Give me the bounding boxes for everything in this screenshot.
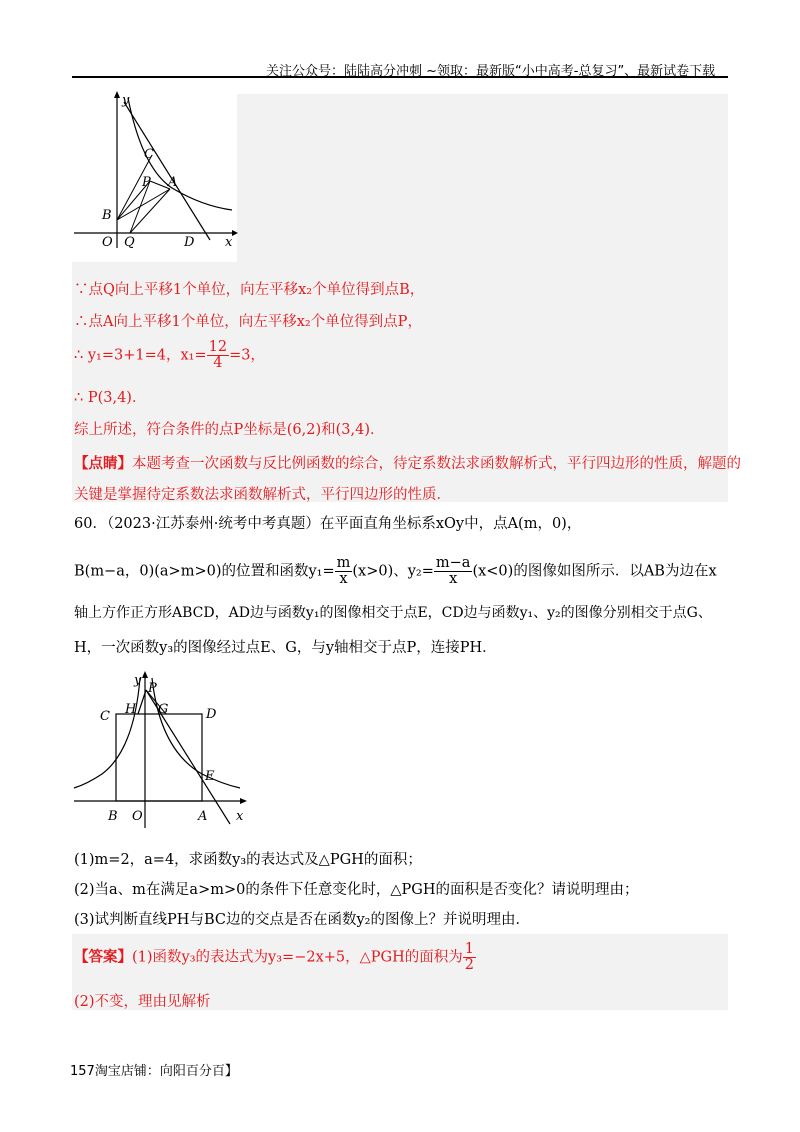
comment-line-2: 关键是掌握待定系数法求函数解析式，平行四边形的性质．: [74, 487, 451, 503]
comment-line-1: 【点睛】本题考查一次函数与反比例函数的综合，待定系数法求函数解析式，平行四边形的性质，解题的: [74, 455, 741, 472]
comment-tag: 【点睛】: [74, 455, 132, 472]
solution-line-3-b: =3，: [229, 347, 265, 364]
problem-line-4: H，一次函数y₃的图像经过点E、G，与y轴相交于点P，连接PH．: [74, 640, 497, 656]
fraction-1-2: $\frac{1}{2}$: [464, 941, 474, 974]
problem-line-2: B(m−a，0)(a>m>0)的位置和函数y₁= $\frac{m}{x}$ (x>0)、y₂= $\frac{m-a}{x}$ (x<0)的图像如图所示．以AB为边在x: [74, 555, 717, 588]
fig1-label-c: C: [144, 147, 154, 162]
solution-line-3: [74, 340, 265, 371]
header-divider: [72, 76, 728, 78]
solution-line-1: ∵点Q向上平移1个单位，向左平移x₂个单位得到点B，: [74, 282, 425, 298]
fig2-label-y: y: [134, 673, 142, 688]
problem-line-3: 轴上方作正方形ABCD，AD边与函数y₁的图像相交于点E，CD边与函数y₁、y₂的图像分别相交于点G、: [74, 605, 712, 621]
problem-line-1: 60．（2023·江苏泰州·统考中考真题）在平面直角坐标系xOy中，点A(m，0)，: [74, 516, 582, 532]
fig2-label-o: O: [132, 809, 143, 824]
fig1-label-p: P: [142, 175, 151, 190]
fraction-m-x: $\frac{m}{x}$: [336, 555, 351, 588]
question-2: (2)当a、m在满足a>m>0的条件下任意变化时，△PGH的面积是否变化？请说明理由；: [74, 882, 639, 898]
fraction-12-4: $\frac{12}{4}$: [208, 339, 228, 372]
answer-line-2: (2)不变，理由见解析: [74, 994, 211, 1010]
figure-1: [72, 88, 240, 253]
fig2-label-e: E: [205, 769, 215, 784]
fig2-label-a: A: [198, 809, 208, 824]
fig2-label-x: x: [236, 809, 244, 824]
fraction-ma-x: $\frac{m-a}{x}$: [435, 555, 471, 588]
fig2-square: [116, 714, 202, 801]
fig1-label-b: B: [102, 208, 112, 223]
fig1-label-y: y: [122, 93, 130, 108]
solution-box: [237, 94, 728, 262]
answer-tag: 【答案】: [74, 948, 132, 966]
fig1-label-a: A: [168, 175, 178, 190]
fig2-label-b: B: [108, 809, 118, 824]
solution-line-3-a: ∴ y₁=3+1=4，x₁=: [74, 347, 207, 364]
fig1-label-q: Q: [124, 235, 135, 250]
fig2-label-c: C: [100, 709, 110, 724]
fig1-label-d: D: [184, 235, 195, 250]
fig2-label-g: G: [158, 702, 169, 717]
page-header: 关注公众号：陆陆高分冲刺 ~领取：最新版“小中高考-总复习”、最新试卷下载: [266, 64, 716, 79]
figure-2: [72, 670, 252, 830]
fig1-label-o: O: [102, 235, 113, 250]
solution-line-5: 综上所述，符合条件的点P坐标是(6,2)和(3,4)．: [74, 422, 385, 438]
fig2-hyperbola-y1: [152, 678, 240, 788]
fig1-label-x: x: [225, 235, 233, 250]
solution-line-2: ∴点A向上平移1个单位，向左平移x₂个单位得到点P，: [74, 314, 422, 330]
fig1-line-cd: [124, 102, 210, 240]
fig2-label-p: P: [148, 681, 157, 696]
fig2-label-h: H: [125, 702, 137, 717]
page-footer: 157淘宝店铺：向阳百分百】: [70, 1064, 238, 1079]
fig2-hyperbola-y2: [74, 678, 140, 788]
question-3: (3)试判断直线PH与BC边的交点是否在函数y₂的图像上？并说明理由．: [74, 912, 530, 928]
solution-line-4: ∴ P(3,4)．: [74, 390, 147, 406]
fig2-label-d: D: [206, 707, 217, 722]
question-1: (1)m=2，a=4，求函数y₃的表达式及△PGH的面积；: [74, 852, 422, 868]
answer-line-1: 【答案】(1)函数y₃的表达式为y₃=−2x+5，△PGH的面积为 $\frac{1}{2}$: [74, 941, 474, 974]
